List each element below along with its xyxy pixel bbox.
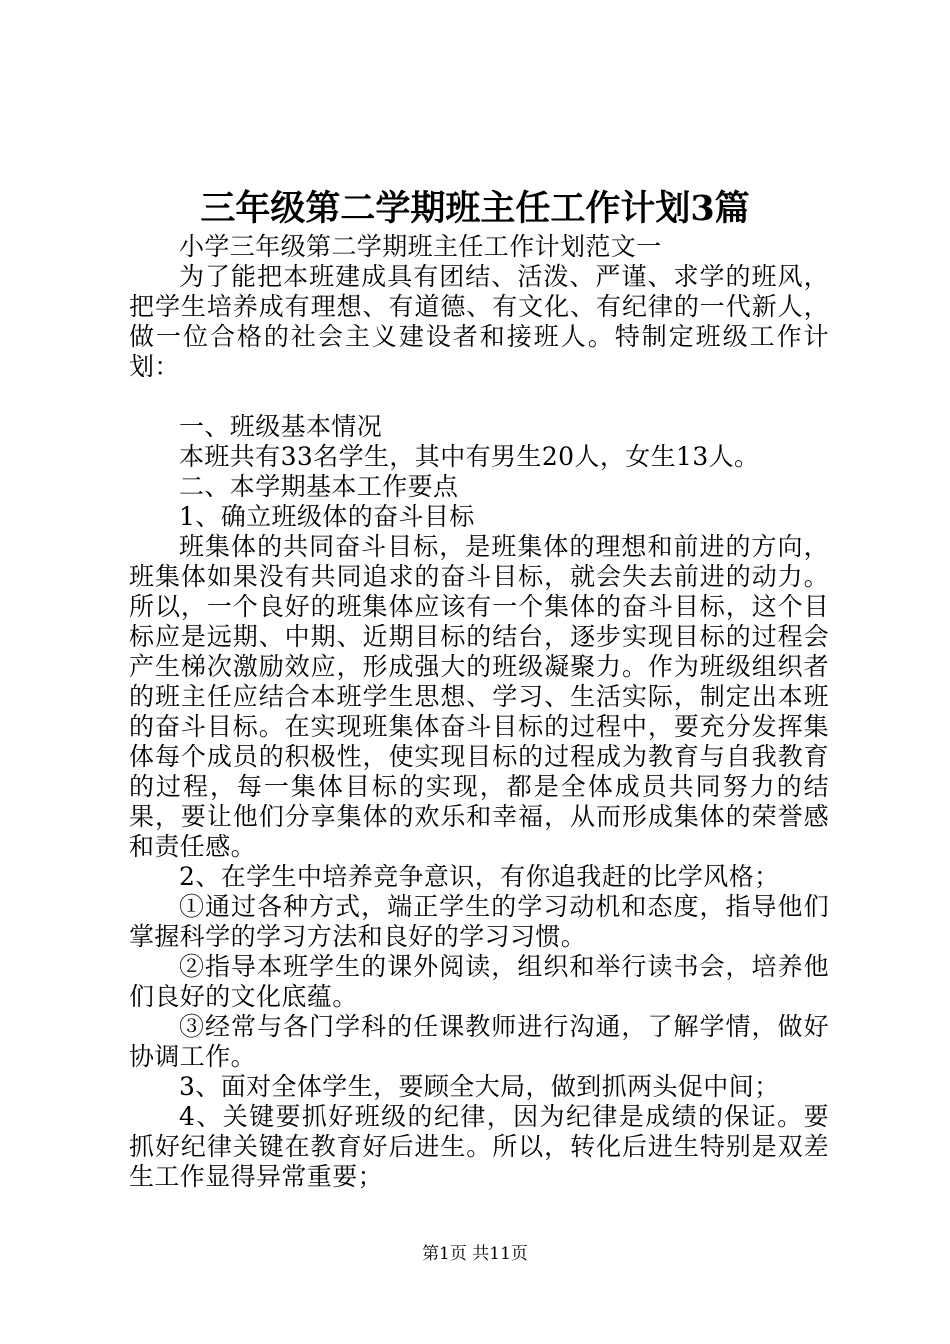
list-item-circle-2: ②指导本班学生的课外阅读，组织和举行读书会，培养他们良好的文化底蕴。 (129, 952, 829, 1011)
paragraph-subtitle: 小学三年级第二学期班主任工作计划范文一 (179, 232, 662, 261)
document-body (129, 232, 829, 1192)
page-footer: 第1页 共11页 (422, 1244, 528, 1264)
list-item-circle-3: ③经常与各门学科的任课教师进行沟通，了解学情，做好协调工作。 (129, 1012, 829, 1071)
paragraph-class-count: 本班共有33名学生，其中有男生20人，女生13人。 (179, 442, 760, 471)
blank-line (129, 382, 829, 412)
paragraph-point-1-body: 班集体的共同奋斗目标，是班集体的理想和前进的方向，班集体如果没有共同追求的奋斗目标，就会失去前进的动力。所以，一个良好的班集体应该有一个集体的奋斗目标，这个目标应是远期、中期、近期目标的结台，逐步实现目标的过程会产生梯次激励效应，形成强大的班级凝聚力。作为班级组织者的班主任应结合本班学生思想、学习、生活实际，制定出本班的奋斗目标。在实现班集体奋斗目标的过程中，要充分发挥集体每个成员的积极性，使实现目标的过程成为教育与自我教育的过程，每一集体目标的实现，都是全体成员共同努力的结果，要让他们分享集体的欢乐和幸福，从而形成集体的荣誉感和责任感。 (129, 532, 829, 861)
list-item-circle-1: ①通过各种方式，端正学生的学习动机和态度，指导他们掌握科学的学习方法和良好的学习习惯。 (129, 892, 829, 951)
heading-class-situation: 一、班级基本情况 (179, 412, 383, 441)
heading-point-4: 4、关键要抓好班级的纪律，因为纪律是成绩的保证。要抓好纪律关键在教育好后进生。所以，转化后进生特别是双差生工作显得异常重要； (129, 1102, 829, 1191)
heading-point-1: 1、确立班级体的奋斗目标 (179, 502, 475, 531)
heading-point-3: 3、面对全体学生，要顾全大局，做到抓两头促中间； (179, 1072, 780, 1101)
heading-work-points: 二、本学期基本工作要点 (179, 472, 459, 501)
heading-point-2: 2、在学生中培养竞争意识，有你追我赶的比学风格； (179, 862, 780, 891)
paragraph-intro: 为了能把本班建成具有团结、活泼、严谨、求学的班风，把学生培养成有理想、有道德、有文化、有纪律的一代新人，做一位合格的社会主义建设者和接班人。特制定班级工作计划： (129, 262, 829, 381)
document-title: 三年级第二学期班主任工作计划3篇 (200, 188, 750, 229)
